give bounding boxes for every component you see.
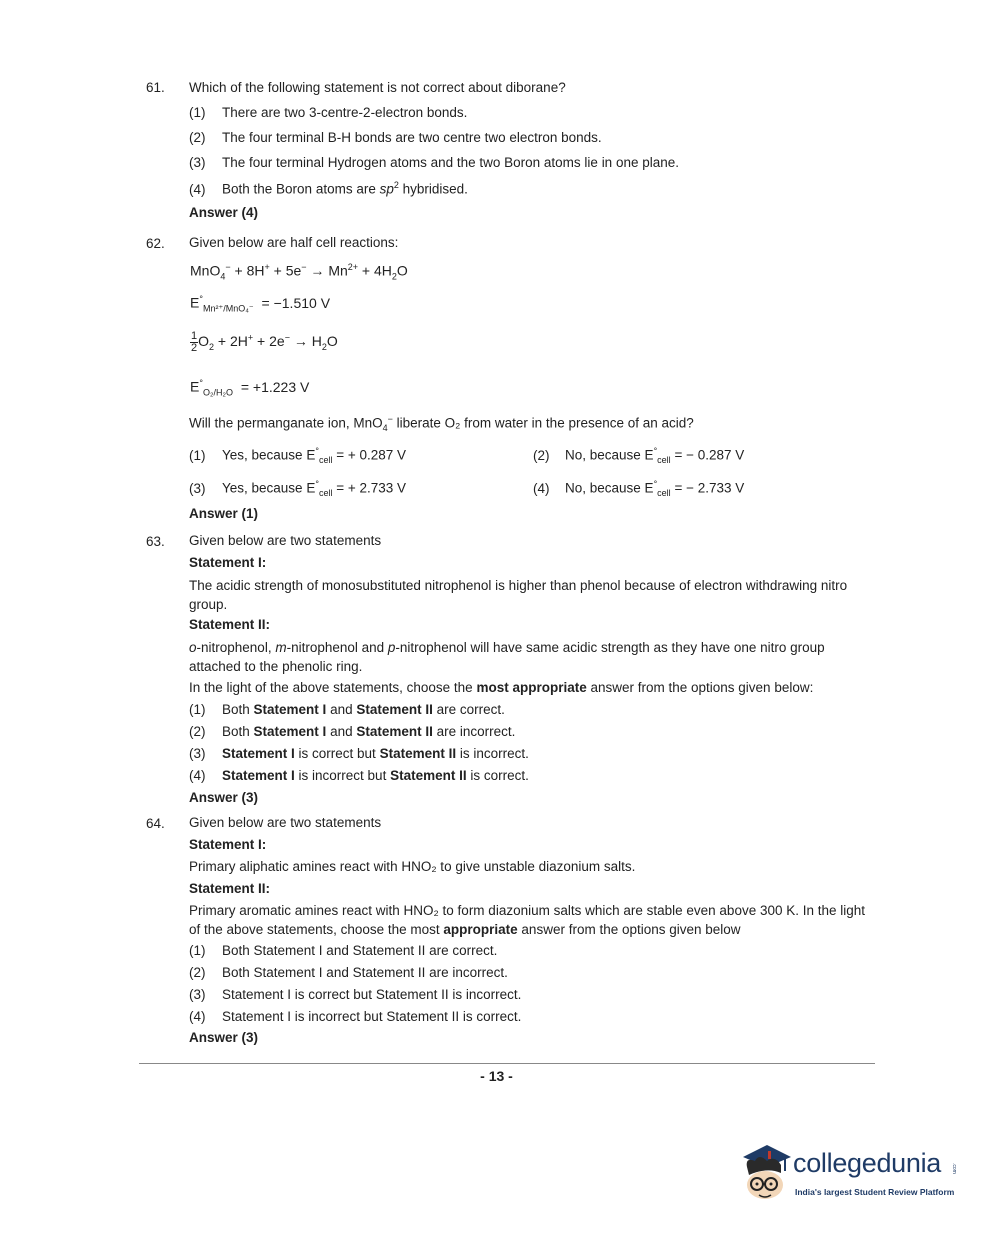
one-half-fraction: $\frac{1}{2}$ xyxy=(191,330,198,354)
question-62-text: Given below are half cell reactions: xyxy=(189,235,399,250)
q61-option-2: (2) The four terminal B-H bonds are two centre two electron bonds. xyxy=(189,130,602,145)
logo-tagline: India's largest Student Review Platform xyxy=(795,1187,955,1197)
q63-statement-1-label: Statement I: xyxy=(189,555,267,570)
q63-option-3: (3) Statement I is correct but Statement II is incorrect. xyxy=(189,746,529,761)
q61-option-4: (4) Both the Boron atoms are $sp^2$ hybridised. xyxy=(189,180,468,197)
question-63-number: 63. xyxy=(146,534,165,549)
q62-option-2: (2) No, because $E^\circ_{cell}$ = − 0.287 V xyxy=(533,446,745,466)
q63-statement-1-text: The acidic strength of monosubstituted nitrophenol is higher than phenol because of electron withdrawing nitro group. xyxy=(189,578,848,612)
q64-statement-1-label: Statement I: xyxy=(189,837,267,852)
question-64-text: Given below are two statements xyxy=(189,815,382,830)
electrode-potential-1: $E^\circ_{Mn^{2+}/MnO_4^-} = -1.510$ V xyxy=(190,294,331,314)
q64-option-1: (1) Both Statement I and Statement II are correct. xyxy=(189,943,498,958)
half-reaction-2: $\frac{1}{2}$ $O_2 + 2H^+ + 2e^- \to H_2O$ xyxy=(191,330,338,354)
question-64-number: 64. xyxy=(146,816,165,831)
question-61-number: 61. xyxy=(146,80,165,95)
q64-statement-1-text: Primary aliphatic amines react with HNO₂ to give unstable diazonium salts. xyxy=(189,859,636,874)
collegedunia-logo: collegedunia xyxy=(793,1148,942,1178)
footer-divider xyxy=(139,1063,875,1064)
half-reaction-1: $MnO_4^- + 8H^+ + 5e^- \to Mn^{2+} + 4H_2O$ xyxy=(190,262,408,282)
q63-statement-2-text: o-nitrophenol, m-nitrophenol and p-nitrophenol will have same acidic strength as they have one nitro group attached to the phenolic ring. xyxy=(189,640,825,674)
q63-statement-2-label: Statement II: xyxy=(189,617,271,632)
q63-answer: Answer (3) xyxy=(189,790,259,805)
question-61-text: Which of the following statement is not correct about diborane? xyxy=(189,80,566,95)
q64-statement-2-text: Primary aromatic amines react with HNO₂ to form diazonium salts which are stable even above 300 K. In the light of the above statements, choose the most appropriate answer from the options given below xyxy=(189,903,866,937)
logo-com-suffix: .com xyxy=(951,1163,957,1174)
q63-option-2: (2) Both Statement I and Statement II are incorrect. xyxy=(189,724,516,739)
q61-answer: Answer (4) xyxy=(189,205,259,220)
electrode-potential-2: $E^\circ_{O_2/H_2O} = +1.223$ V xyxy=(190,378,310,398)
question-62-part-2: Will the permanganate ion, MnO$_4$− liberate O₂ from water in the presence of an acid? xyxy=(189,414,694,434)
q64-option-3: (3) Statement I is correct but Statement II is incorrect. xyxy=(189,987,522,1002)
q63-option-4: (4) Statement I is incorrect but Statement II is correct. xyxy=(189,768,529,783)
q64-answer: Answer (3) xyxy=(189,1030,259,1045)
q63-instruction: In the light of the above statements, choose the most appropriate answer from the options given below: xyxy=(189,680,814,695)
q63-option-1: (1) Both Statement I and Statement II are correct. xyxy=(189,702,505,717)
collegedunia-mascot-icon xyxy=(737,1139,795,1207)
question-63-text: Given below are two statements xyxy=(189,533,382,548)
q64-statement-2-label: Statement II: xyxy=(189,881,271,896)
q62-option-1: (1) Yes, because $E^\circ_{cell}$ = + 0.287 V xyxy=(189,446,407,466)
page-number: - 13 - xyxy=(480,1068,513,1084)
q62-option-4: (4) No, because $E^\circ_{cell}$ = − 2.733 V xyxy=(533,479,745,499)
question-62-number: 62. xyxy=(146,236,165,251)
q61-option-3: (3) The four terminal Hydrogen atoms and the two Boron atoms lie in one plane. xyxy=(189,155,680,170)
q62-answer: Answer (1) xyxy=(189,506,259,521)
q64-option-4: (4) Statement I is incorrect but Statement II is correct. xyxy=(189,1009,522,1024)
q62-option-3: (3) Yes, because $E^\circ_{cell}$ = + 2.733 V xyxy=(189,479,407,499)
q61-option-1: (1) There are two 3-centre-2-electron bonds. xyxy=(189,105,468,120)
q64-option-2: (2) Both Statement I and Statement II are incorrect. xyxy=(189,965,508,980)
